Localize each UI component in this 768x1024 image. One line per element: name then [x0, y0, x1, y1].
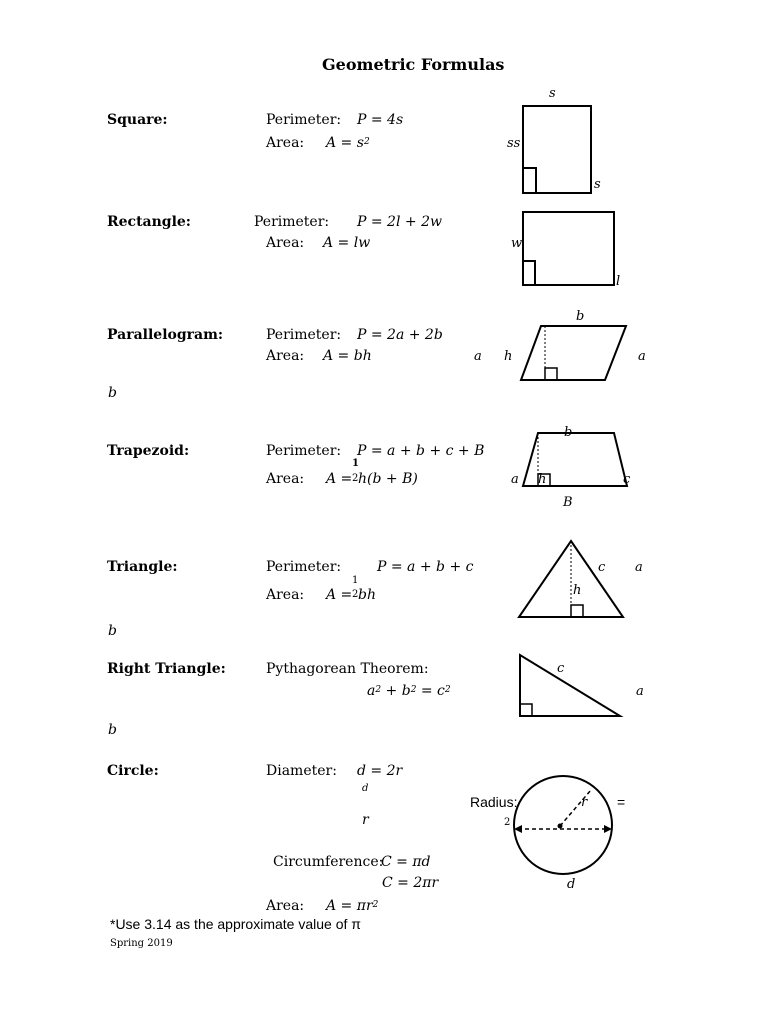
triangle-perimeter-label: Perimeter: — [266, 559, 342, 575]
trapezoid-perimeter-label: Perimeter: — [266, 443, 342, 459]
parallelogram-h-label: h — [504, 349, 513, 364]
triangle-perimeter-formula: P = a + b + c — [377, 559, 474, 575]
trapezoid-heading: Trapezoid: — [107, 443, 190, 459]
circumference-label: Circumference: — [273, 854, 384, 870]
rectangle-left-label: w — [511, 236, 523, 251]
radius-label: Radius: — [470, 794, 518, 810]
square-top-label: s — [549, 86, 556, 101]
trapezoid-fraction-numerator: 1 — [352, 458, 359, 469]
right-triangle-a-label: a — [636, 684, 644, 699]
radius-r-label: r — [362, 812, 369, 828]
right-triangle-c-label: c — [557, 661, 565, 676]
parallelogram-perimeter-label: Perimeter: — [266, 327, 342, 343]
square-area-label: Area: — [266, 135, 305, 151]
pythagorean-label: Pythagorean Theorem: — [266, 661, 429, 677]
trapezoid-fraction-denominator: 2 — [352, 473, 359, 484]
square-heading: Square: — [107, 112, 168, 128]
date-label: Spring 2019 — [110, 938, 173, 949]
parallelogram-area-label: Area: — [266, 348, 305, 364]
circle-r-label: r — [581, 795, 588, 810]
square-area-formula: $A = s^2$ — [326, 135, 370, 151]
trapezoid-c-label: c — [623, 472, 631, 487]
trapezoid-a-label: a — [511, 472, 519, 487]
trapezoid-h-label: h — [538, 472, 547, 487]
trapezoid-diagram — [511, 425, 631, 510]
radius-two: 2 — [504, 817, 511, 828]
parallelogram-heading: Parallelogram: — [107, 327, 224, 343]
square-diagram — [507, 86, 601, 193]
trapezoid-area-label: Area: — [266, 471, 305, 487]
trapezoid-top-label: b — [564, 425, 573, 440]
square-right-label: s — [594, 177, 601, 192]
circle-heading: Circle: — [107, 763, 159, 779]
parallelogram-right-a-label: a — [638, 349, 646, 364]
page-title: Geometric Formulas — [322, 55, 505, 74]
diameter-label: Diameter: — [266, 763, 337, 779]
triangle-area-suffix: bh — [358, 587, 376, 603]
right-triangle-diagram — [520, 655, 644, 716]
parallelogram-top-label: b — [576, 309, 585, 324]
circle-area-formula: $A = \pi r^2$ — [326, 898, 379, 914]
rectangle-area-label: Area: — [266, 235, 305, 251]
parallelogram-left-a-label: a — [474, 349, 482, 364]
triangle-fraction-numerator: 1 — [352, 575, 359, 586]
parallelogram-area-formula: A = bh — [323, 348, 372, 364]
trapezoid-bottom-label: B — [563, 495, 573, 510]
triangle-h-label: h — [573, 583, 582, 598]
triangle-fraction-denominator: 2 — [352, 589, 359, 600]
trapezoid-area-prefix: A = — [326, 471, 353, 487]
triangle-diagram — [519, 541, 643, 617]
parallelogram-perimeter-formula: P = 2a + 2b — [357, 327, 443, 343]
triangle-c-label: c — [598, 560, 606, 575]
triangle-base-label: b — [108, 623, 117, 639]
rectangle-perimeter-label: Perimeter: — [254, 214, 330, 230]
pythagorean-formula: $a^2 + b^2 = c^2$ — [367, 683, 451, 699]
circle-area-label: Area: — [266, 898, 305, 914]
parallelogram-base-label: b — [108, 385, 117, 401]
triangle-area-prefix: A = — [326, 587, 353, 603]
circle-diagram — [514, 776, 612, 892]
rectangle-heading: Rectangle: — [107, 214, 191, 230]
circumference-formula-1: C = πd — [381, 854, 431, 870]
square-perimeter-formula: P = 4s — [357, 112, 404, 128]
trapezoid-area-suffix: h(b + B) — [358, 471, 418, 487]
triangle-heading: Triangle: — [107, 559, 178, 575]
footnote: *Use 3.14 as the approximate value of π — [110, 916, 361, 932]
square-perimeter-label: Perimeter: — [266, 112, 342, 128]
square-left-label: ss — [507, 136, 521, 151]
circumference-formula-2: C = 2πr — [382, 875, 439, 891]
rectangle-right-label: l — [616, 274, 621, 289]
diameter-formula: d = 2r — [357, 763, 403, 779]
rectangle-area-formula: A = lw — [323, 235, 371, 251]
triangle-area-label: Area: — [266, 587, 305, 603]
diameter-small-d: d — [362, 783, 369, 794]
rectangle-perimeter-formula: P = 2l + 2w — [357, 214, 442, 230]
right-triangle-base-label: b — [108, 722, 117, 738]
right-triangle-heading: Right Triangle: — [107, 661, 226, 677]
parallelogram-diagram — [474, 309, 646, 380]
circle-d-label: d — [567, 877, 576, 892]
rectangle-diagram — [511, 212, 620, 289]
trapezoid-perimeter-formula: P = a + b + c + B — [357, 443, 485, 459]
triangle-a-label: a — [635, 560, 643, 575]
radius-equals: = — [617, 794, 626, 810]
